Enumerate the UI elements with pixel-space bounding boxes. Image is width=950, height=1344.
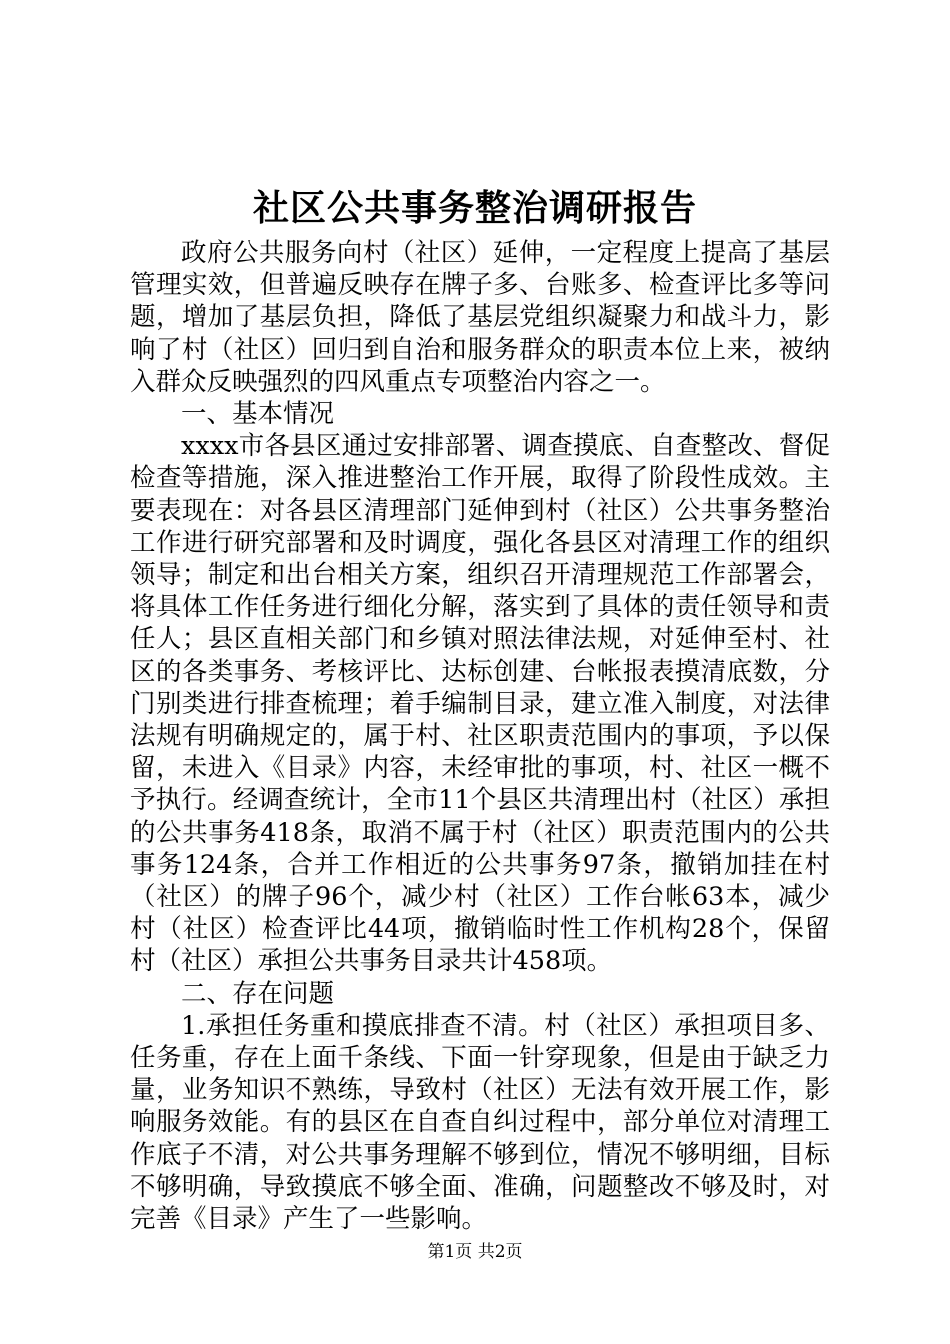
section-heading-existing-problems: 二、存在问题 [181,978,335,1009]
section-heading-basic-situation: 一、基本情况 [181,399,335,430]
basic-situation-paragraph: xxxx市各县区通过安排部署、调查摸底、自查整改、督促检查等措施，深入推进整治工作开展，取得了阶段性成效。主要表现在：对各县区清理部门延伸到村（社区）公共事务整治工作进行研究部署和及时调度，强化各县区对清理工作的组织领导；制定和出台相关方案，组织召开清理规范工作部署会，将具体工作任务进行细化分解，落实到了具体的责任领导和责任人；县区直相关部门和乡镇对照法律法规，对延伸至村、社区的各类事务、考核评比、达标创建、台帐报表摸清底数，分门别类进行排查梳理；着手编制目录，建立准入制度，对法律法规有明确规定的，属于村、社区职责范围内的事项，予以保留，未进入《目录》内容，未经审批的事项，村、社区一概不予执行。经调查统计，全市11个县区共清理出村（社区）承担的公共事务418条，取消不属于村（社区）职责范围内的公共事务124条，合并工作相近的公共事务97条，撤销加挂在村（社区）的牌子96个，减少村（社区）工作台帐63本，减少村（社区）检查评比44项，撤销临时性工作机构28个，保留村（社区）承担公共事务目录共计458项。 [130,431,830,977]
document-title: 社区公共事务整治调研报告 [252,187,697,229]
intro-paragraph: 政府公共服务向村（社区）延伸，一定程度上提高了基层管理实效，但普遍反映存在牌子多、台账多、检查评比多等问题，增加了基层负担，降低了基层党组织凝聚力和战斗力，影响了村（社区）回归到自治和服务群众的职责本位上来，被纳入群众反映强烈的四风重点专项整治内容之一。 [130,238,830,397]
page-footer: 第1页 共2页 [427,1242,523,1262]
document-body [130,237,830,1235]
problem-1-paragraph: 1.承担任务重和摸底排查不清。村（社区）承担项目多、任务重，存在上面千条线、下面一针穿现象，但是由于缺乏力量，业务知识不熟练，导致村（社区）无法有效开展工作，影响服务效能。有的县区在自查自纠过程中，部分单位对清理工作底子不清，对公共事务理解不够到位，情况不够明细，目标不够明确，导致摸底不够全面、准确，问题整改不够及时，对完善《目录》产生了一些影响。 [130,1010,830,1235]
